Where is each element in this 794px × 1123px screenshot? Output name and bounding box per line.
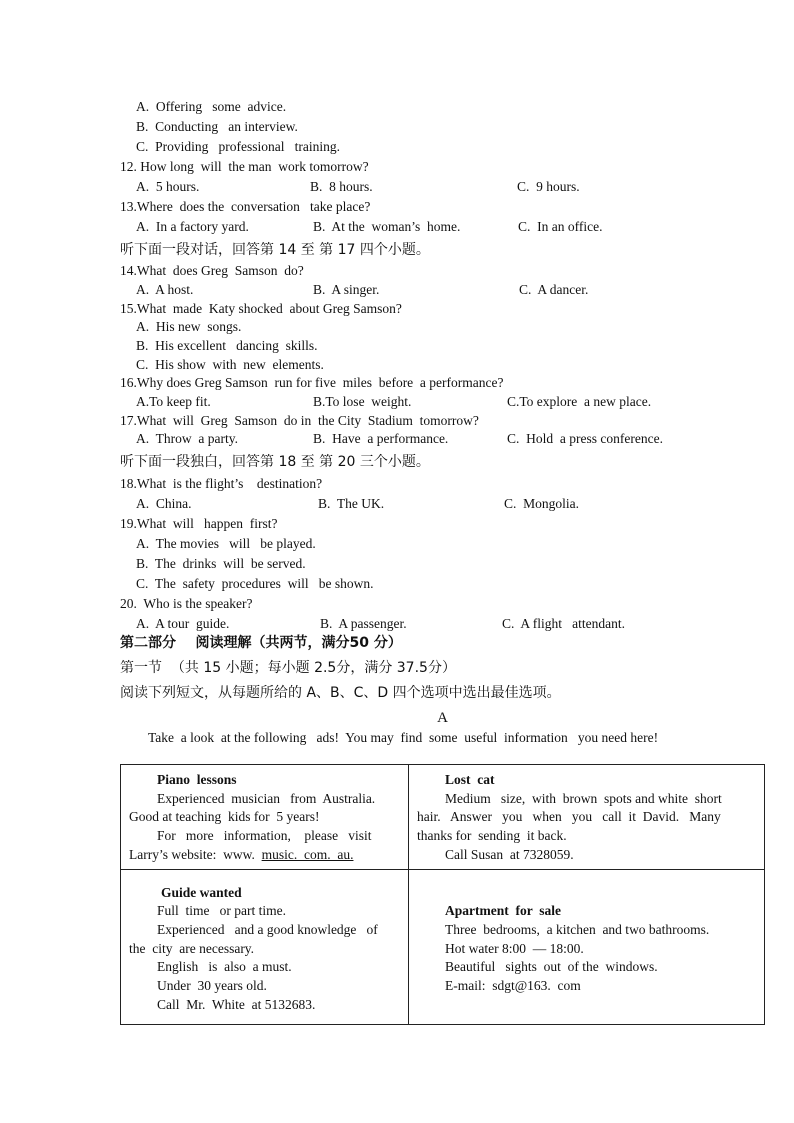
instruction-18-20: 听下面一段独白，回答第 18 至 第 20 三个小题。 <box>120 454 430 470</box>
q18-option-c: C. Mongolia. <box>504 496 580 511</box>
q11-option-a: A. Offering some advice. <box>136 99 287 114</box>
q13-option-a: A. In a factory yard. <box>136 219 249 234</box>
cat-title: Lost cat <box>445 772 495 787</box>
q18-question: 18.What is the flight’s destination? <box>120 476 323 491</box>
piano-line-2: Good at teaching kids for 5 years! <box>129 809 320 824</box>
piano-line-3: For more information, please visit <box>157 828 372 843</box>
q20-option-c: C. A flight attendant. <box>502 616 625 631</box>
q19-question: 19.What will happen first? <box>120 516 278 531</box>
q12-option-b: B. 8 hours. <box>310 179 373 194</box>
q13-question: 13.Where does the conversation take place? <box>120 199 371 214</box>
ad-piano-lessons <box>121 765 408 869</box>
q13-option-b: B. At the woman’s home. <box>313 219 461 234</box>
q18-option-a: A. China. <box>136 496 192 511</box>
q11-option-b: B. Conducting an interview. <box>136 119 298 134</box>
ads-table <box>120 764 765 1025</box>
ad-guide-wanted <box>121 870 408 1026</box>
apartment-line-3: Beautiful sights out of the windows. <box>445 959 658 974</box>
q14-question: 14.What does Greg Samson do? <box>120 263 304 278</box>
apartment-line-1: Three bedrooms, a kitchen and two bathrooms. <box>445 922 710 937</box>
cat-line-1: Medium size, with brown spots and white short <box>445 791 722 806</box>
q17-option-c: C. Hold a press conference. <box>507 431 663 446</box>
ad-lost-cat <box>409 765 766 869</box>
cat-line-3: thanks for sending it back. <box>417 828 567 843</box>
q14-option-c: C. A dancer. <box>519 282 589 297</box>
q12-question: 12. How long will the man work tomorrow? <box>120 159 369 174</box>
q12-option-c: C. 9 hours. <box>517 179 580 194</box>
q11-option-c: C. Providing professional training. <box>136 139 340 154</box>
instruction-14-17: 听下面一段对话，回答第 14 至 第 17 四个小题。 <box>120 242 430 258</box>
q17-option-a: A. Throw a party. <box>136 431 238 446</box>
apartment-email: E-mail: sdgt@163. com <box>445 978 581 993</box>
piano-website-link[interactable]: music. com. au. <box>261 847 354 862</box>
q15-question: 15.What made Katy shocked about Greg Samson? <box>120 301 402 316</box>
piano-title: Piano lessons <box>157 772 237 787</box>
ad-apartment-for-sale <box>409 870 766 1026</box>
q12-option-a: A. 5 hours. <box>136 179 200 194</box>
q16-option-b: B.To lose weight. <box>313 394 412 409</box>
section1-title: 第一节 （共 15 小题；每小题 2.5分，满分 37.5分） <box>120 660 456 676</box>
q20-question: 20. Who is the speaker? <box>120 596 253 611</box>
q19-option-a: A. The movies will be played. <box>136 536 316 551</box>
q17-question: 17.What will Greg Samson do in the City Stadium tomorrow? <box>120 413 479 428</box>
q14-option-a: A. A host. <box>136 282 194 297</box>
guide-line-4: English is also a must. <box>157 959 292 974</box>
guide-line-6: Call Mr. White at 5132683. <box>157 997 316 1012</box>
q19-option-b: B. The drinks will be served. <box>136 556 306 571</box>
q18-option-b: B. The UK. <box>318 496 385 511</box>
q19-option-c: C. The safety procedures will be shown. <box>136 576 374 591</box>
section1-instruction: 阅读下列短文，从每题所给的 A、B、C、D 四个选项中选出最佳选项。 <box>120 685 561 701</box>
q16-option-c: C.To explore a new place. <box>507 394 652 409</box>
q15-option-a: A. His new songs. <box>136 319 242 334</box>
q20-option-a: A. A tour guide. <box>136 616 230 631</box>
piano-website-label: Larry’s website: www. <box>129 847 262 862</box>
q17-option-b: B. Have a performance. <box>313 431 449 446</box>
guide-line-1: Full time or part time. <box>157 903 286 918</box>
q13-option-c: C. In an office. <box>518 219 603 234</box>
apartment-line-2: Hot water 8:00 — 18:00. <box>445 941 584 956</box>
guide-title: Guide wanted <box>161 885 242 900</box>
q16-question: 16.Why does Greg Samson run for five miles before a performance? <box>120 375 504 390</box>
piano-line-4 <box>129 846 353 865</box>
q15-option-b: B. His excellent dancing skills. <box>136 338 318 353</box>
guide-line-3: the city are necessary. <box>129 941 255 956</box>
q20-option-b: B. A passenger. <box>320 616 407 631</box>
q15-option-c: C. His show with new elements. <box>136 357 324 372</box>
part2-title: 第二部分 阅读理解（共两节，满分50 分） <box>120 635 402 651</box>
passage-label: A <box>437 710 448 726</box>
cat-line-2: hair. Answer you when you call it David. Many <box>417 809 721 824</box>
q14-option-b: B. A singer. <box>313 282 380 297</box>
guide-line-2: Experienced and a good knowledge of <box>157 922 378 937</box>
piano-line-1: Experienced musician from Australia. <box>157 791 376 806</box>
cat-line-4: Call Susan at 7328059. <box>445 847 574 862</box>
guide-line-5: Under 30 years old. <box>157 978 267 993</box>
apartment-title: Apartment for sale <box>445 903 561 918</box>
q16-option-a: A.To keep fit. <box>136 394 211 409</box>
passage-intro: Take a look at the following ads! You may find some useful information you need here! <box>148 730 659 745</box>
